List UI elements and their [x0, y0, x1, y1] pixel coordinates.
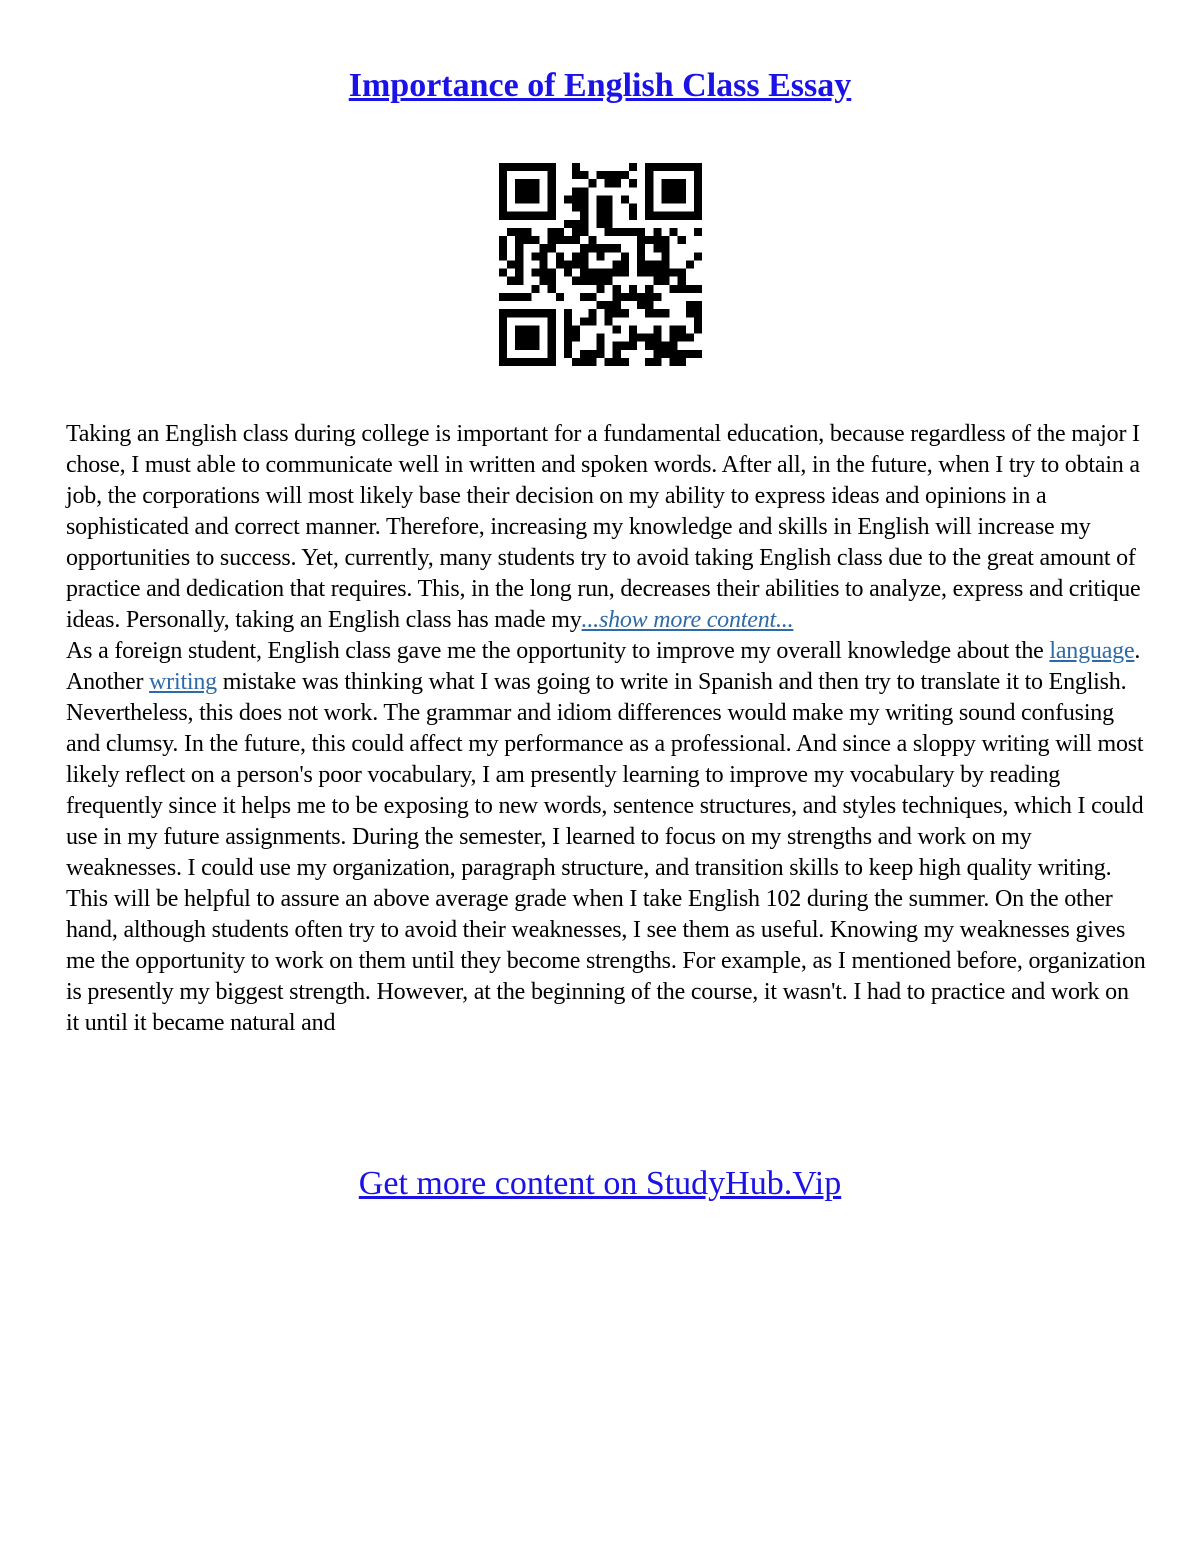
essay-body — [66, 419, 1146, 1039]
title-link[interactable]: Importance of English Class Essay — [348, 67, 852, 104]
essay-paragraph-2 — [66, 636, 1146, 1039]
paragraph-2-text-end: mistake was thinking what I was going to write in Spanish and then try to translate it to English. Nevertheless, this does not work. The grammar and idiom differences would make my writing sound confusing and clumsy. In the future, this could affect my performance as a professional. And since a sloppy writing will most likely reflect on a person's poor vocabulary, I am presently learning to improve my vocabulary by reading frequently since it helps me to be exposing to new words, sentence structures, and styles techniques, which I could use in my future assignments. During the semester, I learned to focus on my strengths and work on my weaknesses. I could use my organization, paragraph structure, and transition skills to keep high quality writing. This will be helpful to assure an above average grade when I take English 102 during the summer. On the other hand, although students often try to avoid their weaknesses, I see them as useful. Knowing my weaknesses gives me the opportunity to work on them until they become strengths. For example, as I mentioned before, organization is presently my biggest strength. However, at the beginning of the course, it wasn't. I had to practice and work on it until it became natural and — [66, 669, 1146, 1036]
paragraph-2-text-start: As a foreign student, English class gave me the opportunity to improve my overall knowledge about the — [66, 638, 1050, 664]
show-more-link[interactable]: ...show more content... — [581, 607, 794, 633]
paragraph-2-text-middle: . Another — [66, 638, 1141, 695]
studyhub-link[interactable]: Get more content on StudyHub.Vip — [358, 1165, 842, 1202]
essay-paragraph-1 — [66, 419, 1146, 636]
writing-link[interactable]: writing — [149, 669, 217, 695]
page-title — [0, 64, 1200, 108]
language-link[interactable]: language — [1049, 638, 1135, 664]
paragraph-1-text: Taking an English class during college is important for a fundamental education, because regardless of the major I chose, I must able to communicate well in written and spoken words. After all, in the future, when I try to obtain a job, the corporations will most likely base their decision on my ability to express ideas and opinions in a sophisticated and correct manner. Therefore, increasing my knowledge and skills in English will increase my opportunities to success. Yet, currently, many students try to avoid taking English class due to the great amount of practice and dedication that requires. This, in the long run, decreases their abilities to analyze, express and critique ideas. Personally, taking an English class has made my — [66, 421, 1141, 633]
qr-code-icon — [499, 163, 702, 366]
footer — [0, 1162, 1200, 1206]
